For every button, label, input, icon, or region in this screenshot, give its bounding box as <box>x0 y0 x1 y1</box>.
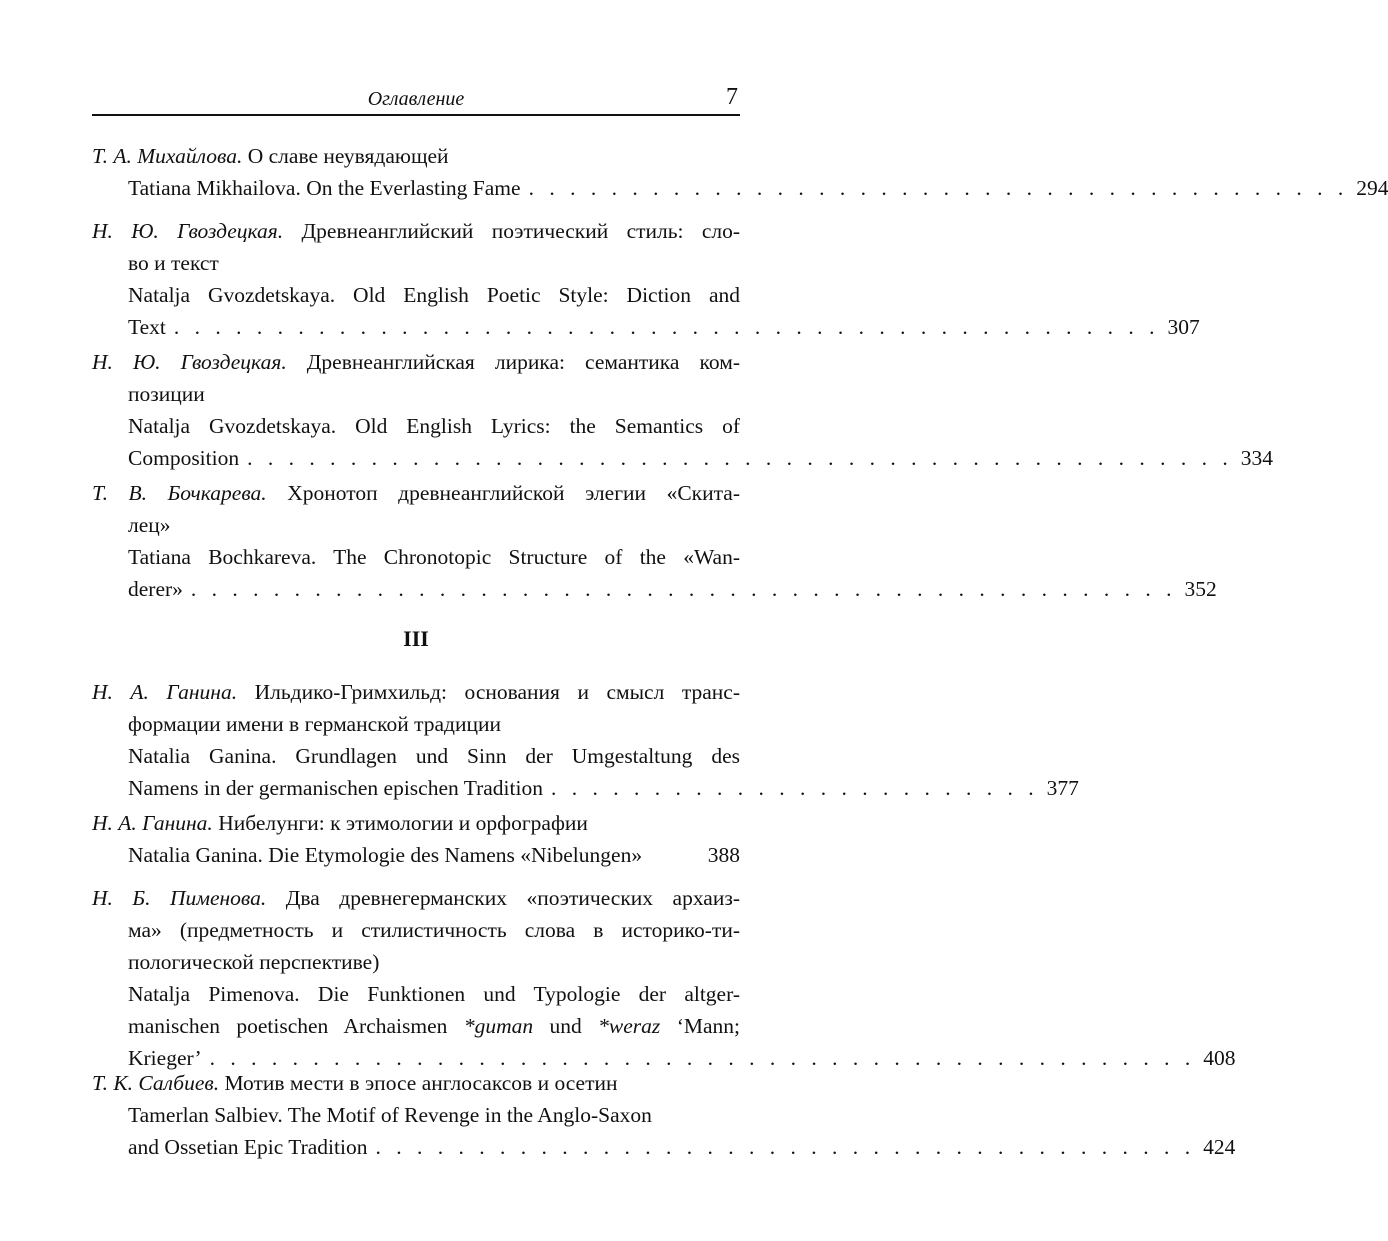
entry-title-en: Natalia Ganina. Die Etymologie des Namens «Nibelungen» <box>128 843 643 867</box>
toc-entry <box>92 346 1273 474</box>
toc-entry <box>92 882 1236 1074</box>
entry-title-ru: О славе неувядающей <box>242 144 449 168</box>
toc-entry <box>92 140 1388 204</box>
dot-leader: . . . . . . . . . . . . . . . . . . . . . . . . . . . . . . . . . . . . . . . . . . . . . . . . <box>247 446 1233 470</box>
entry-author: Н. Б. Пименова. <box>92 886 267 910</box>
entry-title-en: Natalia Ganina. Grundlagen und Sinn der Umgestaltung des <box>128 744 740 768</box>
entry-page: 377 <box>1046 776 1079 800</box>
entry-leader-line <box>92 311 1200 343</box>
entry-title-line <box>92 215 740 247</box>
entry-title-en: derer» <box>128 577 183 601</box>
entry-title-line: пологической перспективе) <box>128 950 380 974</box>
entry-author: Т. В. Бочкарева. <box>92 481 267 505</box>
entry-title-en-part: ‘Mann; <box>660 1014 741 1038</box>
entry-leader-line <box>92 442 1273 474</box>
entry-title-line: во и текст <box>128 251 219 275</box>
toc-entry <box>92 1067 1236 1163</box>
entry-title-ru: Хронотоп древнеанглийской элегии «Скита- <box>266 481 740 505</box>
entry-title-line <box>92 346 740 378</box>
entry-page: 307 <box>1167 315 1200 339</box>
entry-page: 294 <box>1356 176 1388 200</box>
toc-entry <box>92 215 1200 343</box>
entry-title-ru: Нибелунги: к этимологии и орфографии <box>212 811 588 835</box>
entry-title-line <box>92 140 740 172</box>
entry-page: 408 <box>1203 1046 1236 1070</box>
running-head-title: Оглавление <box>367 88 465 110</box>
entry-page: 352 <box>1184 577 1217 601</box>
entry-title-en-part: *weraz <box>598 1014 661 1038</box>
entry-title-en: Natalja Gvozdetskaya. Old English Poetic Style: Diction and <box>128 283 740 307</box>
entry-title-en: Tatiana Mikhailova. On the Everlasting Fame <box>128 176 521 200</box>
toc-entry <box>92 676 1079 804</box>
entry-title-ru: Древнеанглийская лирика: семантика ком- <box>286 350 740 374</box>
running-head <box>92 86 740 116</box>
entry-page: 334 <box>1240 446 1273 470</box>
entry-title-line: ма» (предметность и стилистичность слова в историко-ти- <box>128 918 740 942</box>
entry-title-en: and Ossetian Epic Tradition <box>128 1135 368 1159</box>
entry-title-line: лец» <box>128 513 171 537</box>
dot-leader: . . . . . . . . . . . . . . . . . . . . . . . . . . . . . . . . . . . . . . . . . . . . . . . . <box>173 315 1160 339</box>
entry-author: Н. Ю. Гвоздецкая. <box>92 219 284 243</box>
entry-page: 424 <box>1203 1135 1236 1159</box>
entry-title-en: Natalja Gvozdetskaya. Old English Lyrics: the Semantics of <box>128 414 740 438</box>
dot-leader: . . . . . . . . . . . . . . . . . . . . . . . . <box>550 776 1039 800</box>
entry-leader-line <box>92 1131 1236 1163</box>
page-number: 7 <box>726 84 738 110</box>
entry-title-line <box>92 1067 740 1099</box>
entry-title-en: Krieger’ <box>128 1046 202 1070</box>
entry-title-ru: Два древнегерманских «поэтических архаиз- <box>266 886 740 910</box>
entry-leader-line <box>92 573 1217 605</box>
entry-author: Н. А. Ганина. <box>92 811 213 835</box>
entry-title-line <box>92 882 740 914</box>
entry-title-line <box>92 807 740 839</box>
entry-leader-line <box>92 772 1079 804</box>
dot-leader: . . . . . . . . . . . . . . . . . . . . . . . . . . . . . . . . . . . . . . . . <box>528 176 1349 200</box>
entry-title-en-part: *guman <box>463 1014 534 1038</box>
entry-title-en: Natalja Pimenova. Die Funktionen und Typologie der altger- <box>128 982 740 1006</box>
entry-title-en-part: manischen poetischen Archaismen <box>128 1014 464 1038</box>
entry-leader-line <box>92 839 740 871</box>
entry-title-line <box>92 477 740 509</box>
entry-title-en: Tamerlan Salbiev. The Motif of Revenge in the Anglo-Saxon <box>128 1103 652 1127</box>
entry-title-en-part: und <box>533 1014 599 1038</box>
entry-title-en: Tatiana Bochkareva. The Chronotopic Structure of the «Wan- <box>128 545 740 569</box>
entry-title-line <box>92 676 740 708</box>
entry-title-line: позиции <box>128 382 205 406</box>
entry-author: Т. К. Салбиев. <box>92 1071 220 1095</box>
entry-author: Т. А. Михайлова. <box>92 144 243 168</box>
entry-title-en <box>92 1010 740 1042</box>
dot-leader: . . . . . . . . . . . . . . . . . . . . . . . . . . . . . . . . . . . . . . . . . . . . . . . . <box>190 577 1177 601</box>
entry-title-en: Composition <box>128 446 240 470</box>
entry-page: 388 <box>707 843 740 867</box>
toc-entry <box>92 807 740 871</box>
entry-leader-line <box>92 172 1388 204</box>
entry-title-en: Text <box>128 315 166 339</box>
dot-leader: . . . . . . . . . . . . . . . . . . . . . . . . . . . . . . . . . . . . . . . . <box>375 1135 1196 1159</box>
entry-title-en: Namens in der germanischen epischen Tradition <box>128 776 543 800</box>
entry-title-ru: Ильдико-Гримхильд: основания и смысл транс- <box>237 680 740 704</box>
entry-title-line: формации имени в германской традиции <box>128 712 502 736</box>
entry-title-ru: Древнеанглийский поэтический стиль: сло- <box>283 219 741 243</box>
entry-author: Н. Ю. Гвоздецкая. <box>92 350 287 374</box>
entry-title-ru: Мотив мести в эпосе англосаксов и осетин <box>219 1071 618 1095</box>
entry-author: Н. А. Ганина. <box>92 680 238 704</box>
section-heading: III <box>403 626 429 651</box>
dot-leader: . . . . . . . . . . . . . . . . . . . . . . . . . . . . . . . . . . . . . . . . . . . . . . . . <box>209 1046 1196 1070</box>
toc-entry <box>92 477 1217 605</box>
